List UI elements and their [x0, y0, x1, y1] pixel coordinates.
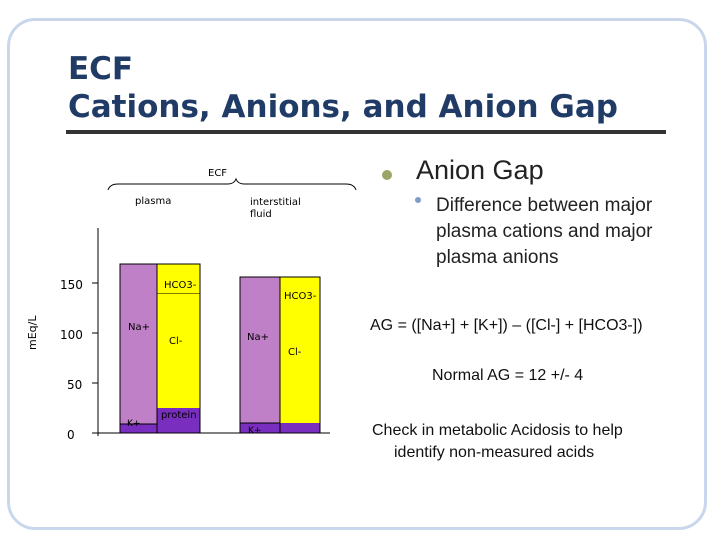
- plasma-k-label: K+: [127, 419, 141, 429]
- plasma-label: plasma: [135, 196, 172, 207]
- y-tick-label-100: 100: [60, 328, 83, 342]
- normal-range: Normal AG = 12 +/- 4: [432, 367, 584, 384]
- ecf-brace: [108, 179, 356, 190]
- sub-bullet-dot-icon: [415, 197, 421, 203]
- interstitial-label-1: interstitial: [250, 197, 301, 208]
- clinical-note: [372, 420, 692, 464]
- interstitial-hco3-label: HCO3-: [284, 291, 317, 302]
- plasma-sodium-bar: [120, 264, 157, 424]
- interstitial-cl-label: Cl-: [288, 347, 302, 358]
- interstitial-protein-bar: [280, 423, 320, 433]
- y-tick-label-150: 150: [60, 278, 83, 292]
- ecf-label: ECF: [208, 168, 228, 179]
- clinical-note-line-2: identify non-measured acids: [394, 444, 595, 461]
- y-tick-label-50: 50: [67, 378, 83, 392]
- title-line-1: ECF: [68, 51, 134, 87]
- y-tick-label-0: 0: [67, 428, 75, 442]
- bullet-dot-icon: [382, 170, 392, 180]
- plasma-hco3-label: HCO3-: [164, 280, 197, 291]
- anion-gap-formula: AG = ([Na+] + [K+]) – ([Cl-] + [HCO3-]): [370, 317, 643, 334]
- interstitial-k-label: K+: [248, 426, 262, 436]
- clinical-note-line-1: Check in metabolic Acidosis to help: [372, 422, 623, 439]
- sub-bullet-definition: Difference between major plasma cations and major plasma anions: [436, 195, 653, 268]
- bullet-anion-gap: Anion Gap: [416, 155, 544, 185]
- plasma-cl-label: Cl-: [169, 336, 183, 347]
- plasma-chloride-bar: [157, 294, 200, 408]
- plasma-na-label: Na+: [128, 322, 150, 333]
- title-line-2: Cations, Anions, and Anion Gap: [68, 89, 618, 125]
- interstitial-label-2: fluid: [250, 209, 272, 220]
- y-axis-label: mEq/L: [26, 315, 39, 350]
- plasma-protein-label: protein: [161, 410, 197, 421]
- interstitial-sodium-bar: [240, 277, 280, 423]
- interstitial-na-label: Na+: [247, 332, 269, 343]
